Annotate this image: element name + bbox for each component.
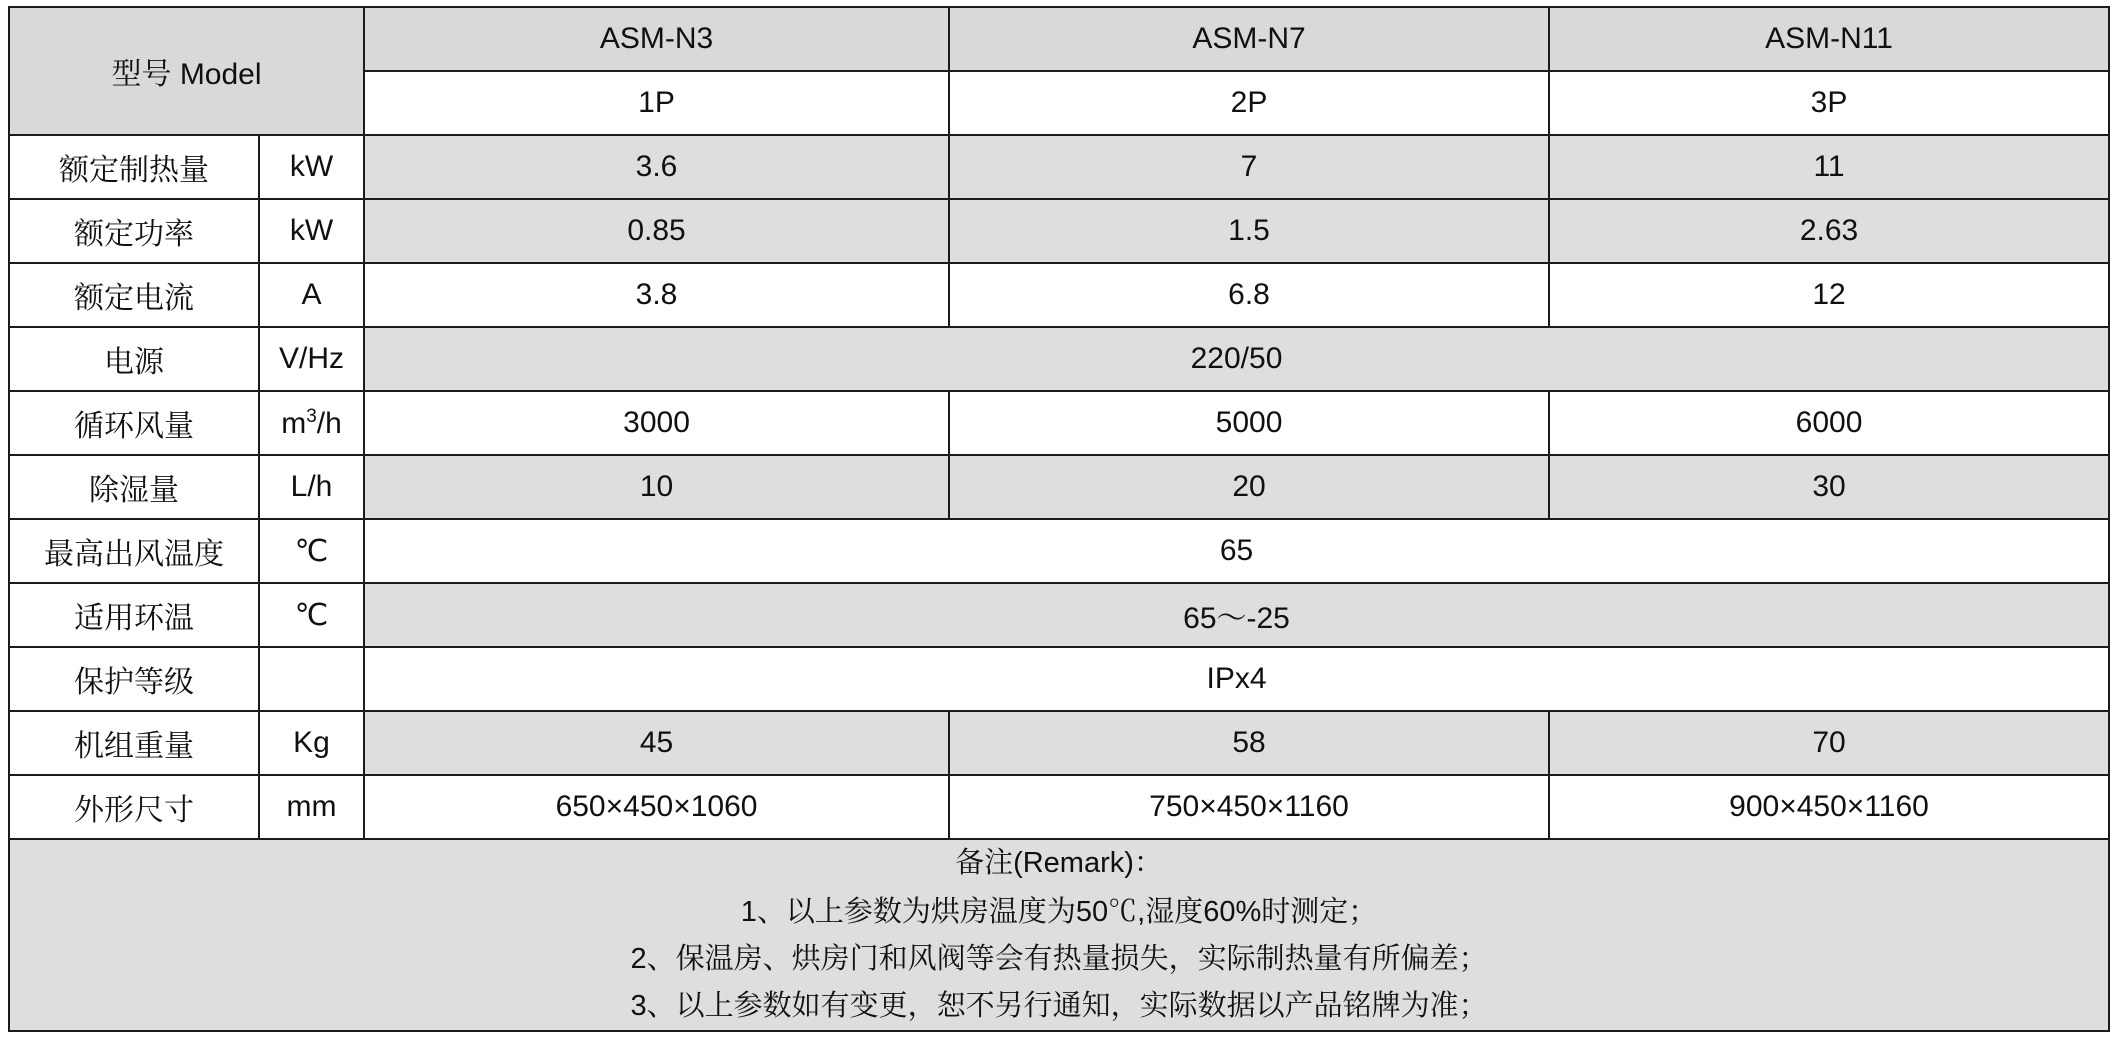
- row-value: 12: [1549, 263, 2109, 327]
- row-unit: L/h: [259, 455, 364, 519]
- model-header-2: ASM-N7: [949, 7, 1549, 71]
- row-value-merged: 65: [364, 519, 2109, 583]
- table-row: [9, 391, 2109, 455]
- table-row-remark: [9, 839, 2109, 1031]
- row-label: 机组重量: [9, 711, 259, 775]
- table-row: [9, 711, 2109, 775]
- row-value: 650×450×1060: [364, 775, 949, 839]
- row-unit: ℃: [259, 583, 364, 647]
- row-unit: kW: [259, 199, 364, 263]
- row-unit: V/Hz: [259, 327, 364, 391]
- row-unit: A: [259, 263, 364, 327]
- row-unit: [259, 647, 364, 711]
- row-value-merged: 65～-25: [364, 583, 2109, 647]
- row-label: 最高出风温度: [9, 519, 259, 583]
- table-row: [9, 455, 2109, 519]
- row-value: 58: [949, 711, 1549, 775]
- specification-table: [8, 6, 2110, 1032]
- row-unit: $m^3/h$: [259, 391, 364, 455]
- row-value: 750×450×1160: [949, 775, 1549, 839]
- row-value: 7: [949, 135, 1549, 199]
- row-label: 额定制热量: [9, 135, 259, 199]
- row-value: 20: [949, 455, 1549, 519]
- row-unit: kW: [259, 135, 364, 199]
- row-value: 1.5: [949, 199, 1549, 263]
- row-value: 45: [364, 711, 949, 775]
- row-label: 电源: [9, 327, 259, 391]
- row-value: 3.6: [364, 135, 949, 199]
- row-unit: Kg: [259, 711, 364, 775]
- model-header-3: ASM-N11: [1549, 7, 2109, 71]
- table-row: [9, 263, 2109, 327]
- row-value: 6.8: [949, 263, 1549, 327]
- table-row: [9, 647, 2109, 711]
- remark-line: 3、以上参数如有变更，恕不另行通知，实际数据以产品铭牌为准；: [630, 989, 1488, 1022]
- table-row: [9, 583, 2109, 647]
- row-value-merged: 220/50: [364, 327, 2109, 391]
- remark-title: 备注(Remark)：: [955, 847, 1163, 879]
- row-value: 3.8: [364, 263, 949, 327]
- table-row: [9, 199, 2109, 263]
- table-row-model: [9, 7, 2109, 71]
- table-row: [9, 519, 2109, 583]
- row-value: 70: [1549, 711, 2109, 775]
- row-label: 除湿量: [9, 455, 259, 519]
- row-value: 900×450×1160: [1549, 775, 2109, 839]
- table-row: [9, 327, 2109, 391]
- table-row: [9, 775, 2109, 839]
- row-label: 循环风量: [9, 391, 259, 455]
- row-value: 5000: [949, 391, 1549, 455]
- phase-value-2: 2P: [949, 71, 1549, 135]
- row-value: 3000: [364, 391, 949, 455]
- remark-line: 1、以上参数为烘房温度为50℃,湿度60%时测定；: [740, 895, 1378, 928]
- model-header-label: 型号 Model: [9, 7, 364, 135]
- row-value: 11: [1549, 135, 2109, 199]
- phase-value-1: 1P: [364, 71, 949, 135]
- row-label: 额定电流: [9, 263, 259, 327]
- model-header-1: ASM-N3: [364, 7, 949, 71]
- row-unit: mm: [259, 775, 364, 839]
- row-value: 0.85: [364, 199, 949, 263]
- row-value: 2.63: [1549, 199, 2109, 263]
- row-value: 30: [1549, 455, 2109, 519]
- remark-line: 2、保温房、烘房门和风阀等会有热量损失，实际制热量有所偏差；: [630, 942, 1488, 975]
- row-label: 额定功率: [9, 199, 259, 263]
- row-label: 外形尺寸: [9, 775, 259, 839]
- table-row: [9, 135, 2109, 199]
- row-value-merged: IPx4: [364, 647, 2109, 711]
- row-label: 保护等级: [9, 647, 259, 711]
- row-value: 6000: [1549, 391, 2109, 455]
- row-unit: ℃: [259, 519, 364, 583]
- remark-cell: [9, 839, 2109, 1031]
- row-value: 10: [364, 455, 949, 519]
- row-label: 适用环温: [9, 583, 259, 647]
- phase-value-3: 3P: [1549, 71, 2109, 135]
